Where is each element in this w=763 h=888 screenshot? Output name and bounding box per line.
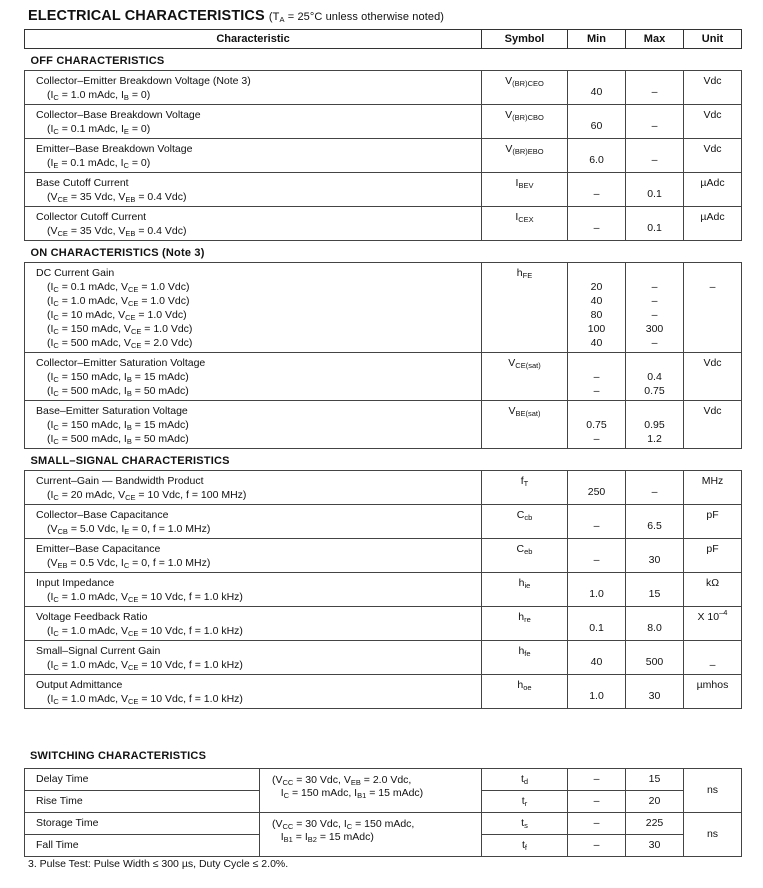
row-max: 225 — [626, 813, 684, 835]
row-condition: ($I_C = 10$ mAdc, $V_{CE} = 1.0$ Vdc) — [47, 309, 187, 322]
row-max: – — [651, 295, 658, 307]
header-max: Max — [626, 30, 684, 49]
table-row — [25, 539, 742, 573]
row-condition: ($I_C = 1.0$ mAdc, $V_{CE} = 10$ Vdc, f = 1.0 kHz) — [47, 659, 243, 672]
row-unit: µmhos — [684, 675, 742, 709]
row-max: – — [651, 281, 658, 293]
row-min: – — [568, 791, 626, 813]
row-min: 1.0 — [589, 690, 604, 702]
row-unit: MHz — [684, 471, 742, 505]
row-min: – — [593, 385, 600, 397]
row-name: Emitter–Base Breakdown Voltage — [36, 143, 193, 155]
table-row — [25, 173, 742, 207]
row-min: 0.75 — [586, 419, 607, 431]
row-max: 15 — [648, 588, 661, 600]
table-row — [25, 207, 742, 241]
section-on: ON CHARACTERISTICS (Note 3) — [25, 241, 742, 263]
table-row — [25, 505, 742, 539]
row-name: Delay Time — [25, 769, 260, 791]
row-unit: X $10^{-4}$ — [684, 607, 742, 641]
table-row — [25, 105, 742, 139]
row-name: Input Impedance — [36, 577, 115, 589]
row-unit: kΩ — [684, 573, 742, 607]
header-symbol: Symbol — [482, 30, 568, 49]
row-condition: ($I_C = 150$ mAdc, $I_B = 15$ mAdc) — [47, 371, 189, 384]
row-max: 300 — [645, 323, 664, 335]
row-unit: ns — [684, 769, 742, 813]
row-condition: ($I_E = 0.1$ mAdc, $I_C = 0$) — [47, 157, 151, 170]
table-row — [25, 607, 742, 641]
row-min: – — [593, 433, 600, 445]
row-unit: pF — [684, 505, 742, 539]
row-symbol: $t_r$ — [482, 791, 568, 813]
row-name: Base–Emitter Saturation Voltage — [36, 405, 188, 417]
row-max: – — [651, 120, 658, 132]
row-symbol: $C_{cb}$ — [482, 505, 568, 539]
footnote: 3. Pulse Test: Pulse Width ≤ 300 µs, Duty Cycle ≤ 2.0%. — [28, 858, 289, 870]
row-unit: Vdc — [684, 139, 742, 173]
row-min: 40 — [590, 295, 603, 307]
row-min: 0.1 — [589, 622, 604, 634]
row-max: – — [651, 154, 658, 166]
row-unit: pF — [684, 539, 742, 573]
row-max: 15 — [626, 769, 684, 791]
row-condition: ($I_C = 150$ mAdc, $I_B = 15$ mAdc) — [47, 419, 189, 432]
row-unit: – — [709, 659, 716, 671]
row-unit: Vdc — [684, 71, 742, 105]
row-max: 6.5 — [647, 520, 662, 532]
row-max: 1.2 — [647, 433, 662, 445]
row-symbol: $V_{(BR)EBO}$ — [482, 139, 568, 173]
table-row — [25, 401, 742, 449]
row-name: Current–Gain — Bandwidth Product — [36, 475, 204, 487]
row-condition: ($I_C = 500$ mAdc, $V_{CE} = 2.0$ Vdc) — [47, 337, 193, 350]
row-min: – — [593, 188, 600, 200]
row-name: Emitter–Base Capacitance — [36, 543, 161, 555]
row-unit: Vdc — [684, 401, 742, 449]
row-name: DC Current Gain — [36, 267, 115, 279]
table-row — [25, 641, 742, 675]
row-name: Collector–Base Capacitance — [36, 509, 169, 521]
row-max: – — [651, 86, 658, 98]
row-min: 1.0 — [589, 588, 604, 600]
row-min: – — [593, 554, 600, 566]
row-max: 0.4 — [647, 371, 662, 383]
table-title: ELECTRICAL CHARACTERISTICS ($T_A = 25^\circ C$ unless otherwise noted) — [28, 8, 445, 24]
row-condition: ($I_C = 1.0$ mAdc, $V_{CE} = 10$ Vdc, f = 1.0 kHz) — [47, 591, 243, 604]
row-max: 0.75 — [644, 385, 665, 397]
row-name: Base Cutoff Current — [36, 177, 129, 189]
row-symbol: $t_s$ — [482, 813, 568, 835]
row-condition: ($I_C = 1.0$ mAdc, $V_{CE} = 10$ Vdc, f = 1.0 kHz) — [47, 693, 243, 706]
row-name: Storage Time — [25, 813, 260, 835]
row-unit: Vdc — [684, 105, 742, 139]
row-name: Rise Time — [25, 791, 260, 813]
row-min: – — [568, 769, 626, 791]
section-small-signal: SMALL–SIGNAL CHARACTERISTICS — [25, 449, 742, 471]
row-min: – — [593, 520, 600, 532]
row-symbol: $V_{(BR)CBO}$ — [482, 105, 568, 139]
row-max: – — [651, 337, 658, 349]
row-symbol: $h_{FE}$ — [482, 263, 568, 353]
row-condition: ($I_C = 0.1$ mAdc, $V_{CE} = 1.0$ Vdc) — [47, 281, 190, 294]
row-condition: ($I_C = 1.0$ mAdc, $V_{CE} = 1.0$ Vdc) — [47, 295, 190, 308]
row-symbol: $f_T$ — [482, 471, 568, 505]
header-min: Min — [568, 30, 626, 49]
row-name: Collector–Emitter Breakdown Voltage (Note 3) — [36, 75, 251, 87]
row-condition: ($V_{CE} = 35$ Vdc, $V_{EB} = 0.4$ Vdc) — [47, 225, 187, 238]
row-condition: ($I_C = 150$ mAdc, $V_{CE} = 1.0$ Vdc) — [47, 323, 193, 336]
row-condition: ($I_C = 0.1$ mAdc, $I_E = 0$) — [47, 123, 151, 136]
table-row — [25, 675, 742, 709]
row-min: – — [593, 222, 600, 234]
row-max: 0.95 — [644, 419, 665, 431]
row-condition: ($I_C = 20$ mAdc, $V_{CE} = 10$ Vdc, f = 100 MHz) — [47, 489, 247, 502]
row-symbol: $h_{ie}$ — [482, 573, 568, 607]
header-row — [25, 30, 742, 49]
row-name: Output Admittance — [36, 679, 123, 691]
row-condition: ($I_C = 1.0$ mAdc, $V_{CE} = 10$ Vdc, f = 1.0 kHz) — [47, 625, 243, 638]
table-row — [25, 813, 742, 835]
switching-condition-on: ($V_{CC} = 30$ Vdc, $V_{EB} = 2.0$ Vdc, $I_C = 150$ mAdc, $I_{B1} = 15$ mAdc) — [260, 769, 482, 813]
row-symbol: $V_{BE(sat)}$ — [482, 401, 568, 449]
table-row — [25, 573, 742, 607]
row-symbol: $V_{CE(sat)}$ — [482, 353, 568, 401]
row-max: 0.1 — [647, 188, 662, 200]
row-min: 80 — [590, 309, 603, 321]
row-min: 20 — [590, 281, 603, 293]
table-row — [25, 263, 742, 353]
row-min: 60 — [590, 120, 603, 132]
row-condition: ($V_{EB} = 0.5$ Vdc, $I_C = 0$, f = 1.0 MHz) — [47, 557, 211, 570]
table-row — [25, 769, 742, 791]
row-symbol: $C_{eb}$ — [482, 539, 568, 573]
row-max: 30 — [648, 690, 661, 702]
row-symbol: $h_{fe}$ — [482, 641, 568, 675]
row-min: 6.0 — [589, 154, 604, 166]
table-row — [25, 471, 742, 505]
header-unit: Unit — [684, 30, 742, 49]
row-symbol: $h_{oe}$ — [482, 675, 568, 709]
row-name: Small–Signal Current Gain — [36, 645, 161, 657]
title-condition: ($T_A = 25^\circ C$ unless otherwise noted) — [268, 11, 445, 24]
row-name: Fall Time — [25, 835, 260, 857]
row-min: 100 — [587, 323, 606, 335]
row-name: Collector–Emitter Saturation Voltage — [36, 357, 206, 369]
row-name: Collector Cutoff Current — [36, 211, 147, 223]
row-max: 30 — [626, 835, 684, 857]
switching-condition-off: ($V_{CC} = 30$ Vdc, $I_C = 150$ mAdc, $I_{B1} = I_{B2} = 15$ mAdc) — [260, 813, 482, 857]
row-min: – — [568, 813, 626, 835]
row-condition: ($I_C = 1.0$ mAdc, $I_B = 0$) — [47, 89, 151, 102]
row-max: 500 — [645, 656, 664, 668]
row-symbol: $I_{CEX}$ — [482, 207, 568, 241]
row-max: – — [651, 486, 658, 498]
header-characteristic: Characteristic — [25, 30, 482, 49]
row-min: 40 — [590, 86, 603, 98]
row-condition: ($V_{CB} = 5.0$ Vdc, $I_E = 0$, f = 1.0 MHz) — [47, 523, 211, 536]
switching-table — [24, 768, 742, 857]
row-max: 0.1 — [647, 222, 662, 234]
row-max: 8.0 — [647, 622, 662, 634]
row-condition: ($I_C = 500$ mAdc, $I_B = 50$ mAdc) — [47, 385, 189, 398]
row-symbol: $t_d$ — [482, 769, 568, 791]
row-symbol: $h_{re}$ — [482, 607, 568, 641]
row-symbol: $I_{BEV}$ — [482, 173, 568, 207]
row-max: 30 — [648, 554, 661, 566]
row-min: 40 — [590, 337, 603, 349]
table-row — [25, 353, 742, 401]
row-name: Voltage Feedback Ratio — [36, 611, 148, 623]
section-switching: SWITCHING CHARACTERISTICS — [30, 750, 207, 762]
row-min: 40 — [590, 656, 603, 668]
table-row — [25, 71, 742, 105]
row-name: Collector–Base Breakdown Voltage — [36, 109, 201, 121]
table-row — [25, 139, 742, 173]
row-condition: ($V_{CE} = 35$ Vdc, $V_{EB} = 0.4$ Vdc) — [47, 191, 187, 204]
row-unit: µAdc — [684, 173, 742, 207]
row-unit: ns — [684, 813, 742, 857]
row-symbol: $V_{(BR)CEO}$ — [482, 71, 568, 105]
row-condition: ($I_C = 500$ mAdc, $I_B = 50$ mAdc) — [47, 433, 189, 446]
row-max: 20 — [626, 791, 684, 813]
row-unit: µAdc — [684, 207, 742, 241]
row-max: – — [651, 309, 658, 321]
section-off: OFF CHARACTERISTICS — [25, 49, 742, 71]
row-unit: Vdc — [684, 353, 742, 401]
row-unit: – — [709, 281, 716, 293]
row-symbol: $t_f$ — [482, 835, 568, 857]
row-min: 250 — [587, 486, 606, 498]
electrical-characteristics-table — [24, 29, 742, 709]
row-min: – — [568, 835, 626, 857]
row-min: – — [593, 371, 600, 383]
